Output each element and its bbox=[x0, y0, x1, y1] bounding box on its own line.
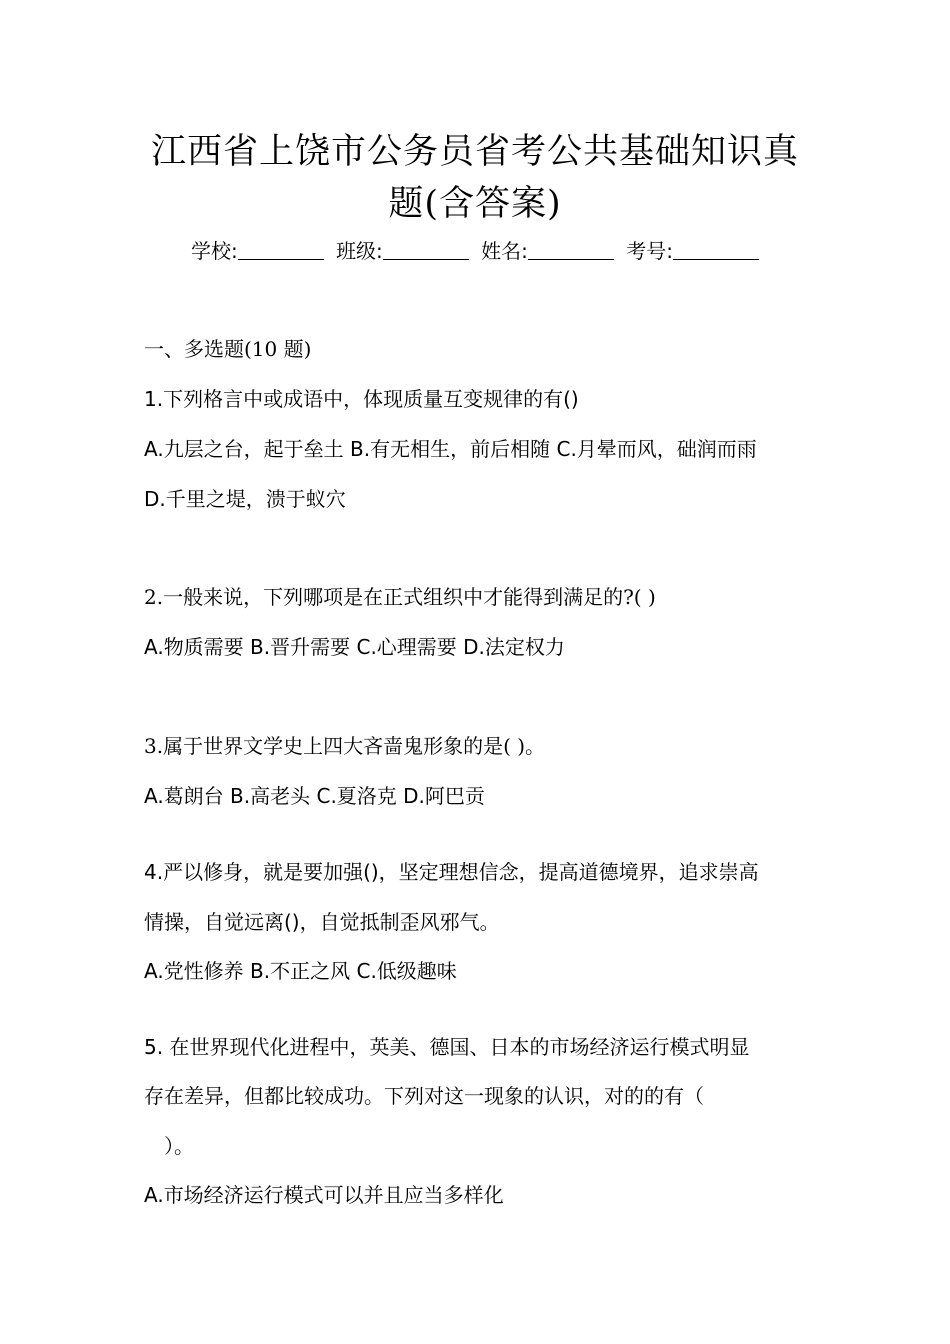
name-blank bbox=[528, 258, 614, 260]
question-2-options: A.物质需要 B.晋升需要 C.心理需要 D.法定权力 bbox=[144, 635, 565, 659]
school-label: 学校: bbox=[190, 239, 238, 263]
number-blank bbox=[673, 258, 759, 260]
question-4-text-line-1: 4.严以修身，就是要加强()，坚定理想信念，提高道德境界，追求崇高 bbox=[144, 860, 759, 884]
question-1-text: 1.下列格言中或成语中，体现质量互变规律的有() bbox=[144, 387, 579, 411]
document-title-line-1: 江西省上饶市公务员省考公共基础知识真 bbox=[150, 132, 799, 172]
question-4-options: A.党性修养 B.不正之风 C.低级趣味 bbox=[144, 959, 457, 983]
name-label: 姓名: bbox=[481, 239, 528, 263]
question-3-text: 3.属于世界文学史上四大吝啬鬼形象的是( )。 bbox=[144, 734, 546, 758]
number-label: 考号: bbox=[626, 239, 674, 263]
question-4-text-line-2: 情操，自觉远离()，自觉抵制歪风邪气。 bbox=[144, 910, 500, 934]
section-heading: 一、多选题(10 题) bbox=[144, 337, 312, 361]
question-5-text-line-3: ）。 bbox=[164, 1134, 194, 1158]
document-title-line-2: 题(含答案) bbox=[388, 184, 562, 224]
question-1-options-line-2: D.千里之堤，溃于蚁穴 bbox=[144, 487, 346, 511]
class-label: 班级: bbox=[336, 239, 383, 263]
question-5-text-line-1: 5. 在世界现代化进程中，英美、德国、日本的市场经济运行模式明显 bbox=[144, 1035, 750, 1059]
question-3-options: A.葛朗台 B.高老头 C.夏洛克 D.阿巴贡 bbox=[144, 784, 485, 808]
class-blank bbox=[383, 258, 469, 260]
question-5-options: A.市场经济运行模式可以并且应当多样化 bbox=[144, 1183, 504, 1207]
question-1-options-line-1: A.九层之台，起于垒土 B.有无相生，前后相随 C.月晕而风，础润而雨 bbox=[144, 437, 757, 461]
question-2-text: 2.一般来说，下列哪项是在正式组织中才能得到满足的?( ) bbox=[144, 585, 656, 609]
class-field bbox=[336, 234, 469, 268]
student-info-line bbox=[100, 234, 850, 268]
name-field bbox=[481, 234, 614, 268]
school-blank bbox=[238, 258, 324, 260]
number-field bbox=[626, 234, 759, 268]
school-field bbox=[191, 234, 324, 268]
question-5-text-line-2: 存在差异，但都比较成功。下列对这一现象的认识，对的的有（ bbox=[144, 1084, 704, 1108]
